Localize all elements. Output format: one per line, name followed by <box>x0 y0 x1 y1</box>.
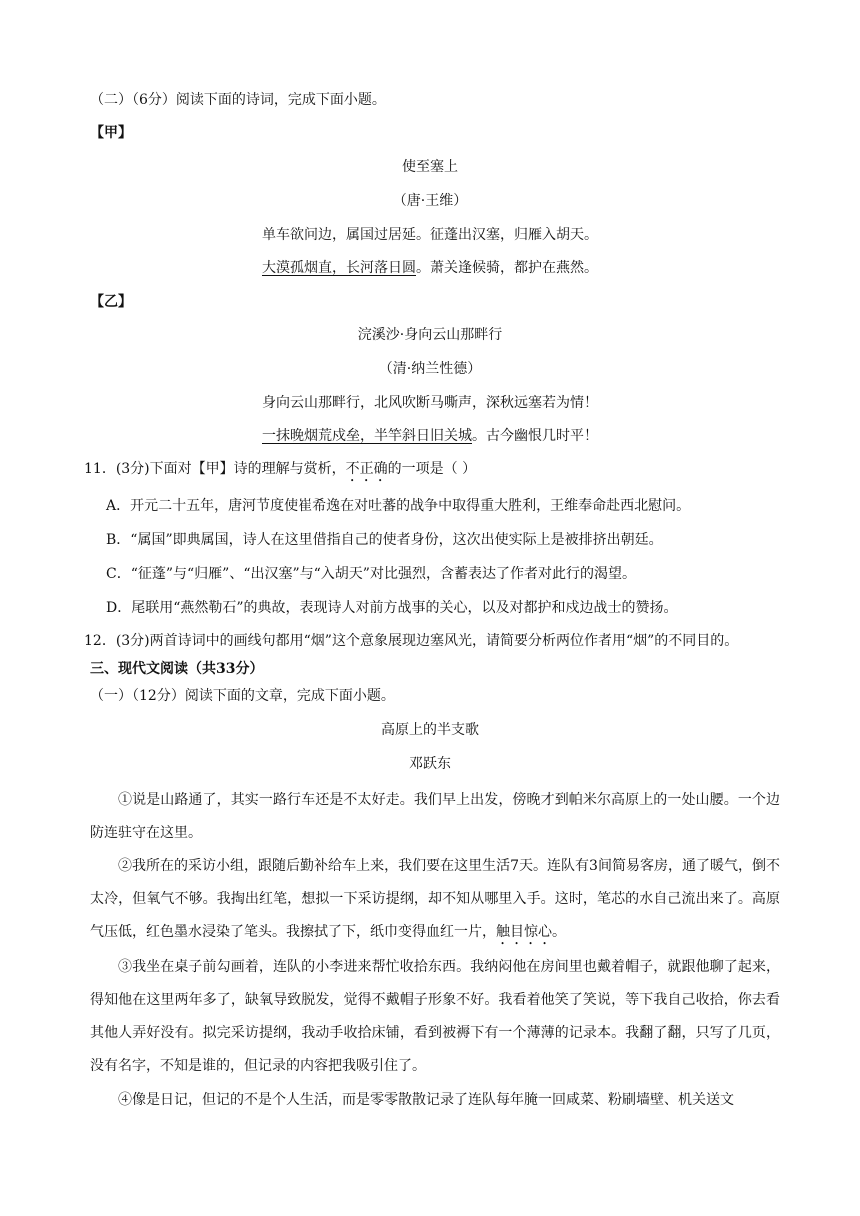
paragraph-1: ①说是山路通了，其实一路行车还是不太好走。我们早上出发，傍晚才到帕米尔高原上的一处山腰。一个边防连驻守在这里。 <box>90 792 780 841</box>
section2-header: （二）（6分）阅读下面的诗词，完成下面小题。 <box>90 92 386 108</box>
paragraph-2-emphasis: 触目惊心 <box>496 924 552 940</box>
option-a: A．开元二十五年，唐河节度使崔希逸在对吐蕃的战争中取得重大胜利，王维奉命赴西北慰问。 <box>106 498 691 514</box>
poem2-line1: 身向云山那畔行，北风吹断马嘶声，深秋远塞若为情！ <box>262 395 598 411</box>
paragraph-4: ④像是日记，但记的不是个人生活，而是零零散散记录了连队每年腌一回咸菜、粉刷墙壁、机关送文 <box>118 1092 734 1108</box>
paragraph-2-end: 。 <box>552 924 566 940</box>
poem2-underlined-line: 一抹晚烟荒戍垒，半竿斜日旧关城 <box>262 428 472 444</box>
section3-subheader: （一）（12分）阅读下面的文章，完成下面小题。 <box>90 688 395 704</box>
poem1-underlined-line: 大漠孤烟直，长河落日圆 <box>262 260 416 276</box>
poem1-line2-rest: 。萧关逢候骑，都护在燕然。 <box>416 260 598 276</box>
option-d: D．尾联用“燕然勒石”的典故，表现诗人对前方战事的关心，以及对都护和戍边战士的赞扬。 <box>106 600 678 616</box>
question-11-tail: 的一项是（ ） <box>387 461 477 477</box>
poem2-title: 浣溪沙·身向云山那畔行 <box>357 327 503 343</box>
paragraph-3: ③我坐在桌子前勾画着，连队的小李进来帮忙收拾东西。我纳闷他在房间里也戴着帽子，就跟他聊了起来，得知他在这里两年多了，缺氧导致脱发，觉得不戴帽子形象不好。我看着他笑了笑说，等下我自己收拾，你去看其他人弄好没有。拟完采访提纲，我动手收拾床铺，看到被褥下有一个薄薄的记录本。我翻了翻，只写了几页，没有名字，不知是谁的，但记录的内容把我吸引住了。 <box>90 959 780 1074</box>
yi-label: 【乙】 <box>90 294 132 310</box>
jia-label: 【甲】 <box>90 125 132 141</box>
question-11 <box>84 459 476 485</box>
poem2-author: （清·纳兰性德） <box>378 361 482 377</box>
article-author: 邓跃东 <box>409 756 451 772</box>
poem1-line1: 单车欲问边，属国过居延。征蓬出汉塞，归雁入胡天。 <box>262 227 598 243</box>
article-title: 高原上的半支歌 <box>381 722 479 738</box>
poem2-line2-rest: 。古今幽恨几时平！ <box>472 428 598 444</box>
poem1-author: （唐·王维） <box>392 193 468 209</box>
question-11-emphasis: 不正确 <box>345 461 388 477</box>
question-11-stem: 11．(3分)下面对【甲】诗的理解与赏析， <box>84 461 346 477</box>
question-12: 12．(3分)两首诗词中的画线句都用“烟”这个意象展现边塞风光，请简要分析两位作者用“烟”的不同目的。 <box>84 633 739 649</box>
paragraph-2 <box>90 850 780 949</box>
option-c: C．“征蓬”与“归雁”、“出汉塞”与“入胡天”对比强烈，含蓄表达了作者对此行的渴望。 <box>106 566 636 582</box>
paragraph-2-text: ②我所在的采访小组，跟随后勤补给车上来，我们要在这里生活7天。连队有3间简易客房，通了暖气，倒不太冷，但氧气不够。我掏出红笔，想拟一下采访提纲，却不知从哪里入手。这时，笔芯的水自己流出来了。高原气压低，红色墨水浸染了笔头。我擦拭了下，纸巾变得血红一片， <box>90 858 780 940</box>
poem1-line2 <box>0 258 860 278</box>
section3-header: 三、现代文阅读（共33分） <box>90 661 264 677</box>
option-b: B．“属国”即典属国，诗人在这里借指自己的使者身份，这次出使实际上是被排挤出朝廷。 <box>106 532 663 548</box>
poem1-title: 使至塞上 <box>402 159 458 175</box>
poem2-line2 <box>0 426 860 446</box>
